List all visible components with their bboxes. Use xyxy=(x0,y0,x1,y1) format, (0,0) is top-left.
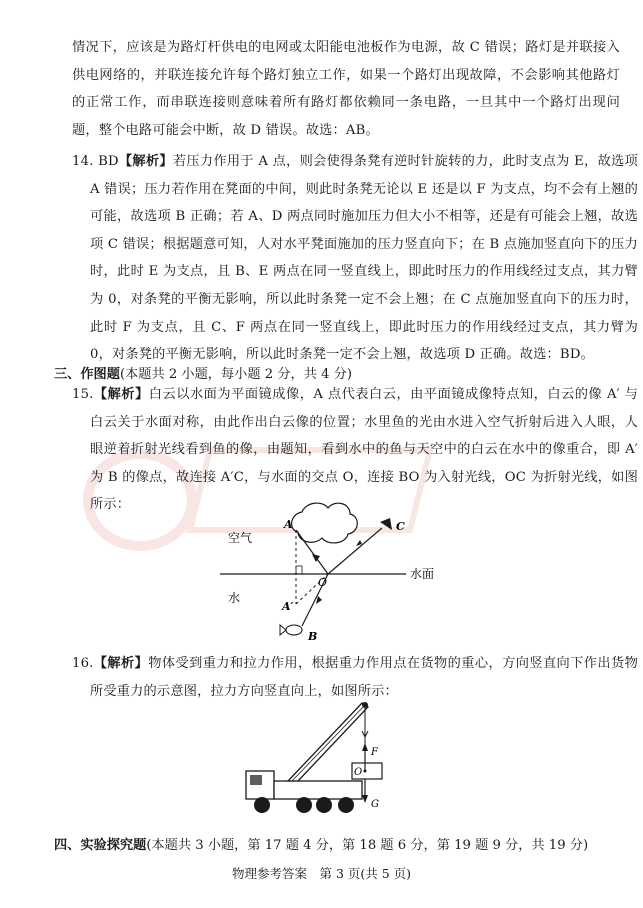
q15-block xyxy=(54,381,638,519)
q13-continuation xyxy=(72,34,620,144)
fish-icon xyxy=(286,625,302,635)
q14-number: 14. BD xyxy=(72,154,119,169)
q14-text: 若压力作用于 A 点，则会使得条凳有逆时针旋转的力，此时支点为 E，故选项 A 错误；压力若作用在凳面的中间，则此时条凳无论以 E 还是以 F 为支点，均不会有上翘的可能，故选项 B 正确；若 A、D 两点同时施加压力但大小不相等，还是有可能会上翘，故选项 C 错误；根据题意可知，人对水平凳面施加的压力竖直向下；在 B 点施加竖直向下的压力时，此时 E 为支点，且 B、E 两点在同一竖直线上，即此时压力的作用线经过支点，其力臂为 0，对条凳的平衡无影响，所以此时条凳一定不会上翘；在 C 点施加竖直向下的压力时，此时 F 为支点，且 C、F 两点在同一竖直线上，即此时压力的作用线经过支点，其力臂为 0，对条凳的平衡无影响，所以此时条凳一定不会上翘，故选项 D 正确。故选：BD。 xyxy=(90,154,638,363)
section-4-title: 四、实验探究题 xyxy=(54,838,147,853)
q16-text: 物体受到重力和拉力作用，根据重力作用点在货物的重心，方向竖直向下作出货物所受重力的示意图，拉力方向竖直向上，如图所示： xyxy=(90,656,638,699)
wheel-icon xyxy=(338,797,354,813)
q14-block xyxy=(54,148,638,369)
wheel-icon xyxy=(316,797,332,813)
section-3-heading xyxy=(54,363,352,382)
section-4-heading xyxy=(54,834,588,853)
label-air: 空气 xyxy=(228,531,253,545)
label-water: 水 xyxy=(228,591,241,605)
label-C: C xyxy=(396,520,405,533)
truck-bed xyxy=(274,781,362,799)
label-O: O xyxy=(354,767,363,778)
q15-number: 15. xyxy=(72,387,94,402)
label-B: B xyxy=(308,630,318,643)
section-4-note: (本题共 3 小题，第 17 题 4 分，第 18 题 6 分，第 19 题 9 分，共 19 分) xyxy=(146,838,589,853)
label-A-image: A′ xyxy=(282,600,294,613)
q16-number: 16. xyxy=(72,656,94,671)
section-3-note: (本题共 2 小题，每小题 2 分，共 4 分) xyxy=(119,367,352,382)
q15-tag: 【解析】 xyxy=(93,387,149,402)
wheel-icon xyxy=(296,797,312,813)
label-surface: 水面 xyxy=(410,567,435,581)
section-3-title: 三、作图题 xyxy=(54,367,120,382)
figure-16-crane xyxy=(240,695,410,823)
figure-15-reflection-refraction xyxy=(210,500,450,645)
label-G: G xyxy=(371,799,379,810)
label-F: F xyxy=(371,747,378,758)
q16-tag: 【解析】 xyxy=(93,656,149,671)
label-O: O xyxy=(318,576,328,589)
q15-text: 白云以水面为平面镜成像，A 点代表白云，由平面镜成像特点知，白云的像 A′ 与白云关于水面对称，由此作出白云像的位置；水里鱼的光由水进入空气折射后进入人眼，人眼逆着折射光线看到鱼的像，由题知，看到水中的鱼与天空中的白云在水中的像重合，即 A′为 B 的像点，故连接 A′C，与水面的交点 O，连接 BO 为入射光线，OC 为折射光线，如图所示： xyxy=(90,387,638,513)
q14-tag: 【解析】 xyxy=(118,154,173,169)
q13-text: 情况下，应该是为路灯杆供电的电网或太阳能电池板作为电源，故 C 错误；路灯是并联接入供电网络的，并联连接允许每个路灯独立工作，如果一个路灯出现故障，不会影响其他路灯的正常工作，而串联连接则意味着所有路灯都依赖同一条电路，一旦其中一个路灯出现问题，整个电路可能会中断，故 D 错误。故选：AB。 xyxy=(72,40,620,138)
label-A: A xyxy=(284,518,293,531)
page-footer: 物理参考答案 第 3 页(共 5 页) xyxy=(231,866,412,881)
wheel-icon xyxy=(254,797,270,813)
right-angle-mark xyxy=(296,566,302,574)
